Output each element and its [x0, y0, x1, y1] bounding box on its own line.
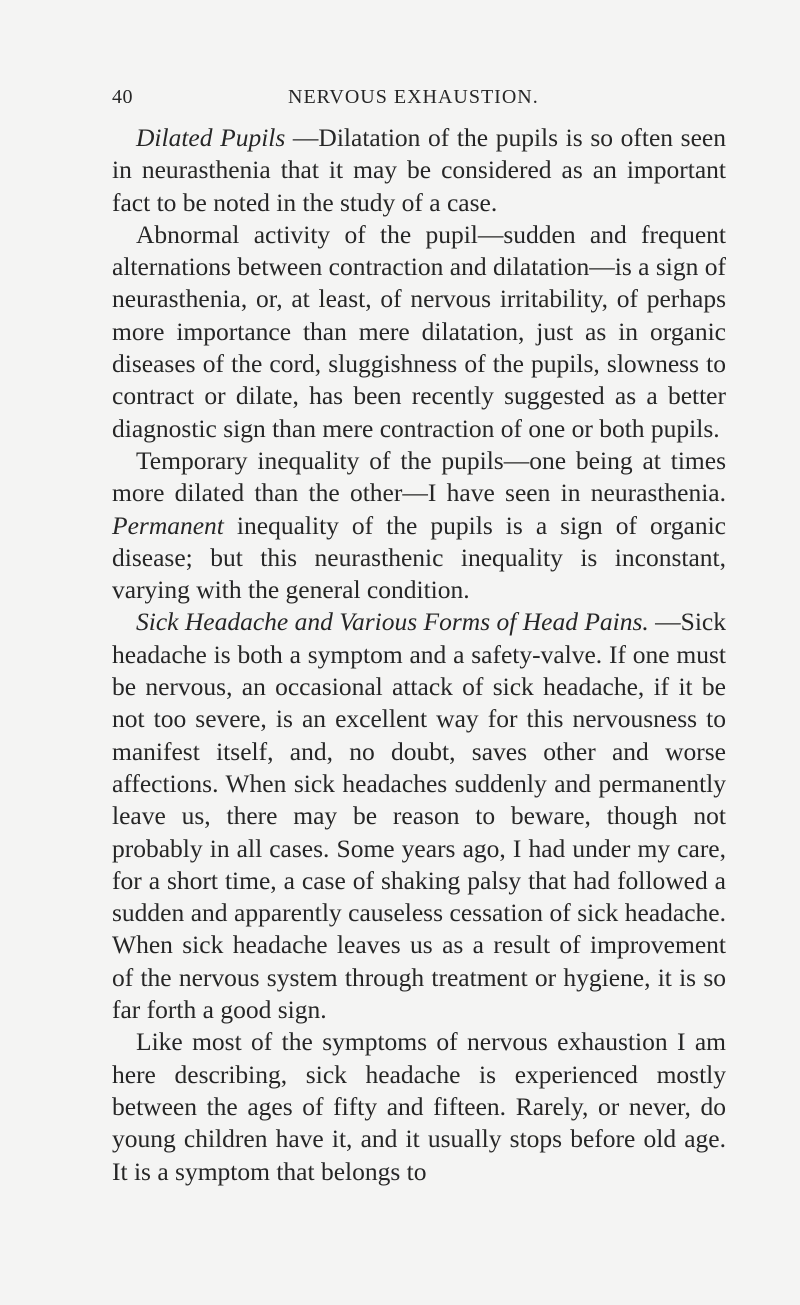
paragraph-text: —Sick headache is both a symptom and a safety-valve. If one must be nervous, an occasional attack of sick headache, if it be not too severe, is an excellent way for this nervousness to manifest itself, and, no doubt, saves other and worse affections. When sick headaches suddenly and permanently leave us, there may be reason to beware, though not probably in all cases. Some years ago, I had under my care, for a short time, a case of shaking palsy that had followed a sudden and apparently causeless cessation of sick headache. When sick headache leaves us as a result of improvement of the nervous system through treatment or hygiene, it is so far forth a good sign.: [112, 607, 726, 1025]
running-head: [112, 86, 726, 116]
paragraph-abnormal-activity: [112, 219, 726, 445]
paragraph-temporary-inequality: [112, 445, 726, 606]
paragraph-sick-headache: [112, 606, 726, 1026]
paragraph-text: Temporary inequality of the pupils—one being at times more dilated than the other—I have seen in neurasthenia.: [112, 445, 726, 508]
paragraph-text: inequality of the pupils is a sign of organic disease; but this neurasthenic inequality is inconstant, varying with the general condition.: [112, 510, 726, 605]
running-title: NERVOUS EXHAUSTION.: [288, 86, 539, 108]
section-heading-dilated-pupils: Dilated Pupils: [136, 123, 286, 152]
paragraph-text: Like most of the symptoms of nervous exhaustion I am here describing, sick headache is experienced mostly between the ages of fifty and fifteen. Rarely, or never, do young children have it, and it usually stops before old age. It is a symptom that belongs to: [112, 1027, 726, 1186]
paragraph-text: Abnormal activity of the pupil—sudden and frequent alternations between contraction and dilatation—is a sign of neurasthenia, or, at least, of nervous irritability, of perhaps more importance than mere dilatation, just as in organic diseases of the cord, sluggishness of the pupils, slowness to contract or dilate, has been recently suggested as a better diagnostic sign than mere contraction of one or both pupils.: [112, 219, 726, 443]
paragraph-dilated-pupils: [112, 122, 726, 219]
body-text: [112, 122, 726, 1188]
section-heading-sick-headache: Sick Headache and Various Forms of Head Pains.: [136, 607, 649, 637]
emphasis-permanent: Permanent: [112, 510, 224, 540]
page-number: 40: [112, 86, 133, 108]
paragraph-text: —Dilatation of the pupils is so often seen in neurasthenia that it may be considered as an important fact to be noted in the study of a case.: [112, 123, 726, 217]
paragraph-symptoms-ages: [112, 1026, 726, 1187]
